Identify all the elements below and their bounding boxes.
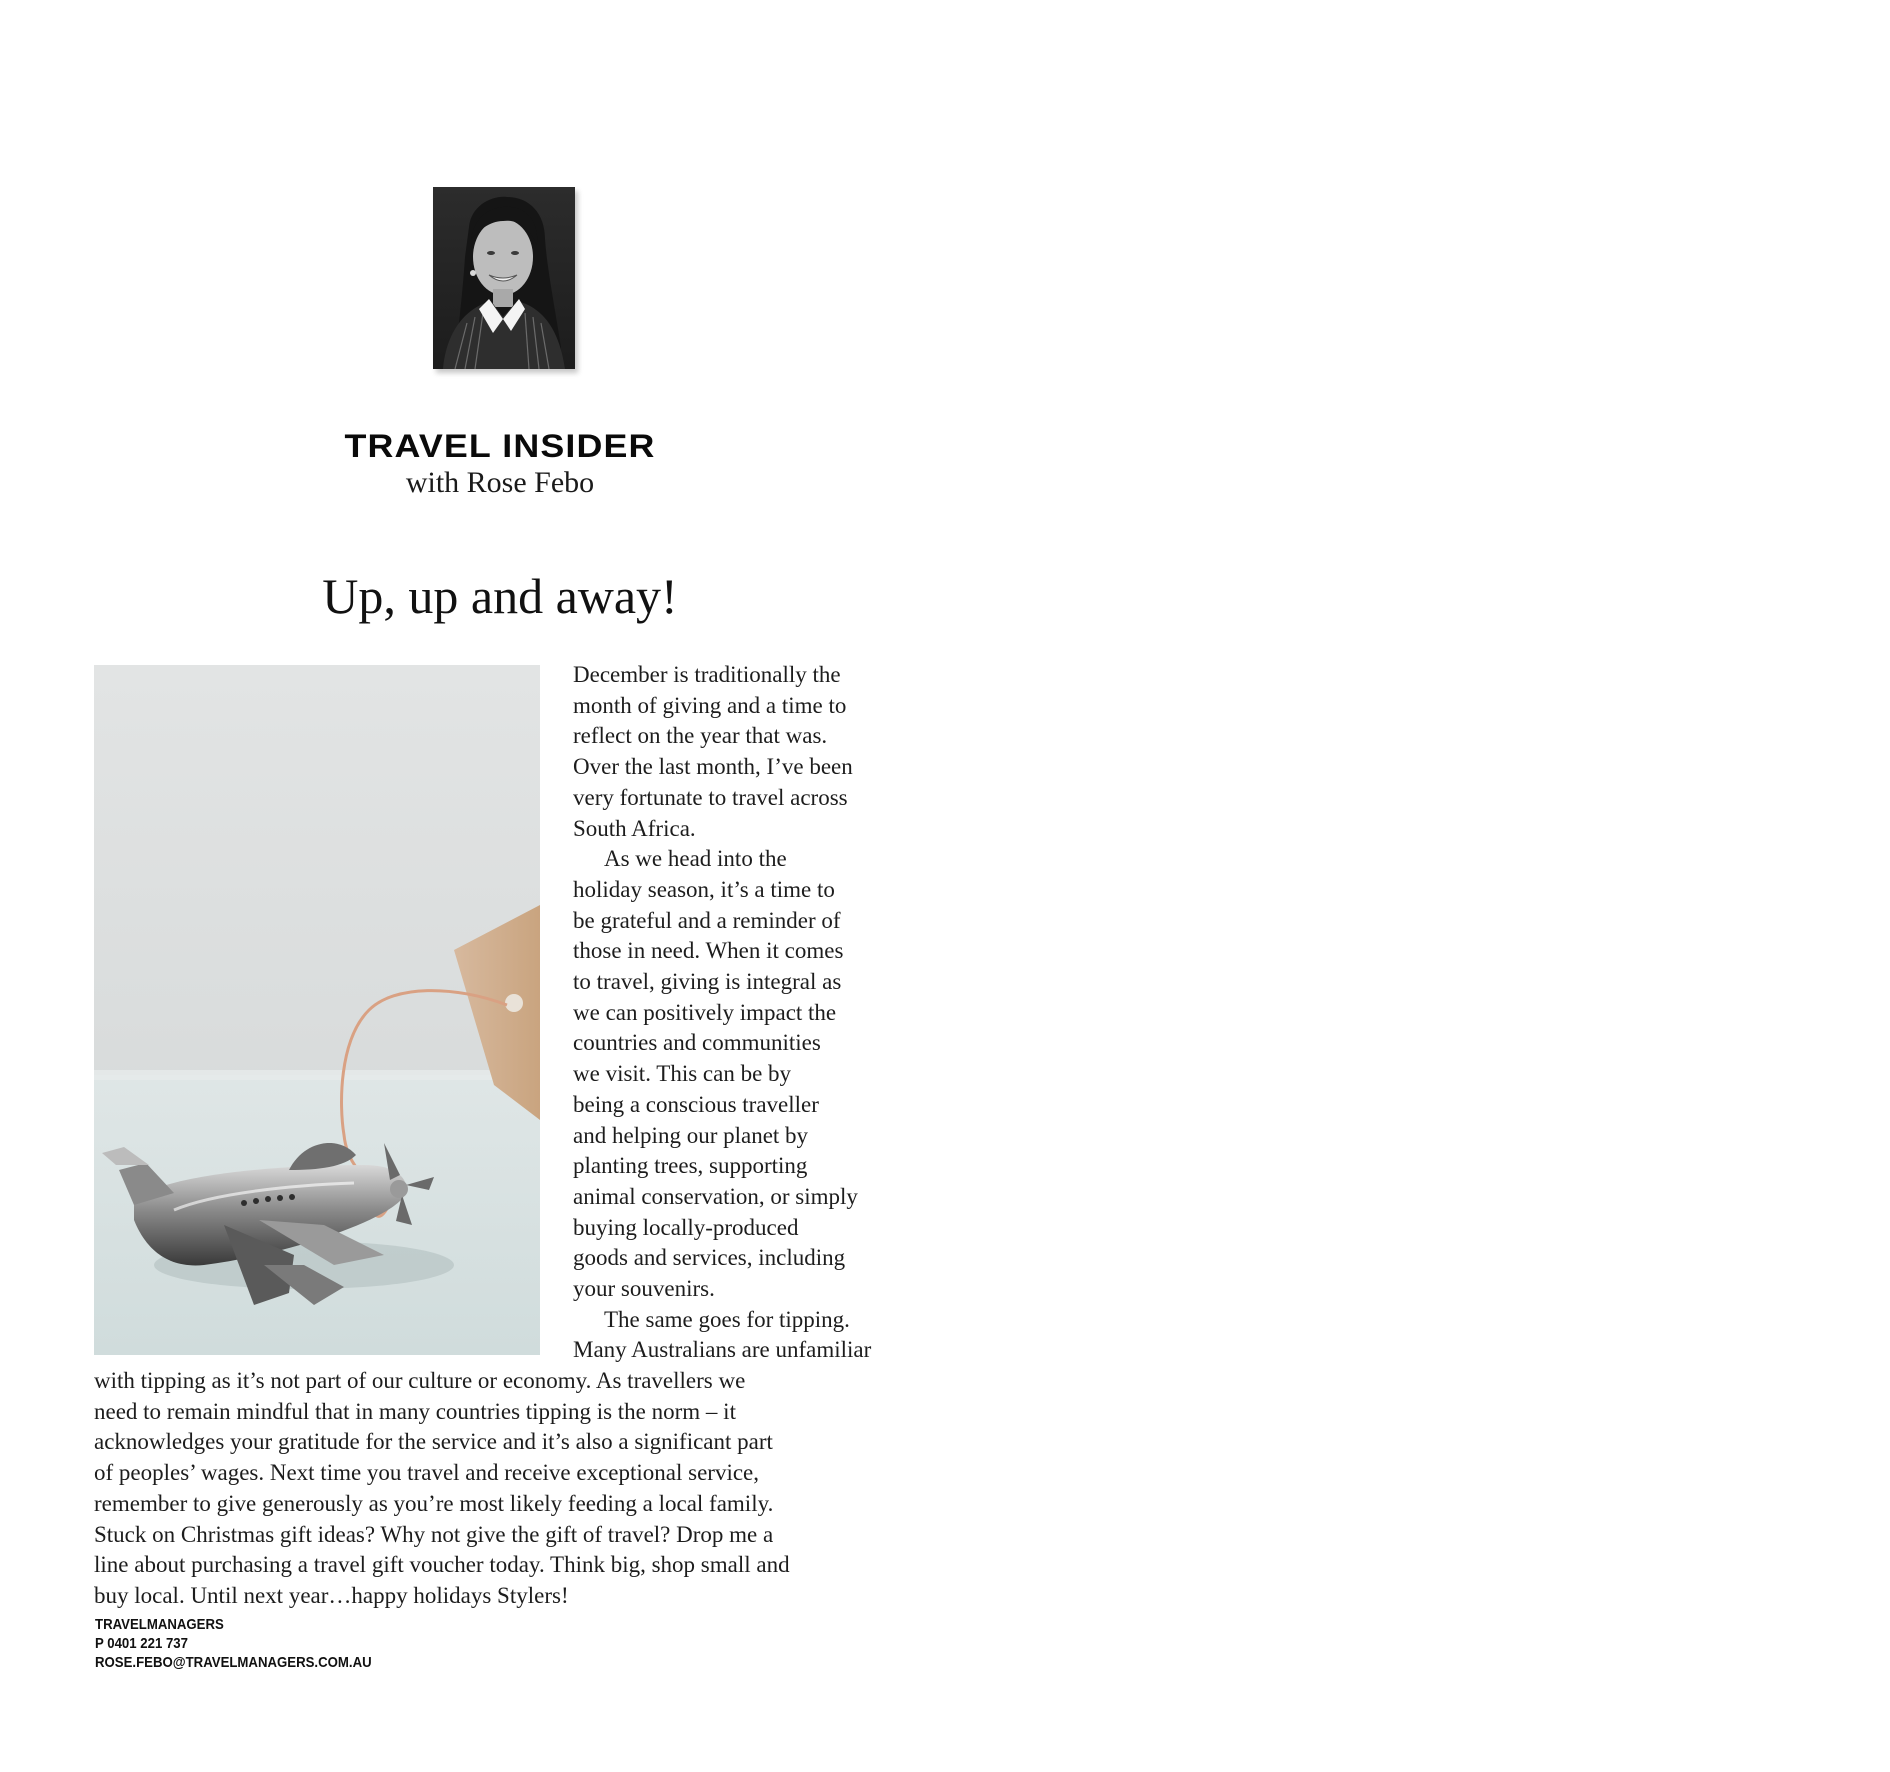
body-line: holiday season, it’s a time to [573,876,835,902]
author-portrait-image [433,187,575,369]
contact-phone: P 0401 221 737 [95,1635,188,1652]
body-line: South Africa. [573,815,696,841]
body-line: goods and services, including [573,1245,846,1271]
body-line: very fortunate to travel across [573,784,848,810]
body-line: As we head into the [604,846,787,872]
body-line: of peoples’ wages. Next time you travel and receive exceptional service, [94,1460,760,1486]
article-body-wrapped [573,660,933,1366]
body-line: need to remain mindful that in many countries tipping is the norm – it [94,1398,736,1424]
body-line: remember to give generously as you’re most likely feeding a local family. [94,1490,774,1516]
body-line: your souvenirs. [573,1276,715,1302]
author-portrait [433,187,575,369]
article-headline: Up, up and away! [322,568,678,624]
column-byline: with Rose Febo [405,466,595,499]
body-line: reflect on the year that was. [573,723,828,749]
body-line: Stuck on Christmas gift ideas? Why not give the gift of travel? Drop me a [94,1521,774,1547]
body-line: being a conscious traveller [573,1091,819,1117]
column-title: TRAVEL INSIDER [344,428,656,464]
body-line: to travel, giving is integral as [573,969,842,995]
body-line: The same goes for tipping. [604,1306,850,1332]
article-photo [94,665,540,1355]
body-line: we visit. This can be by [573,1061,792,1087]
contact-info [95,1615,372,1672]
body-line: December is traditionally the [573,662,841,687]
contact-company: TRAVELMANAGERS [95,1616,224,1633]
body-line: and helping our planet by [573,1122,809,1148]
body-line: with tipping as it’s not part of our culture or economy. As travellers we [94,1368,746,1393]
body-line: Many Australians are unfamiliar [573,1337,872,1363]
body-line: planting trees, supporting [573,1153,808,1179]
body-line: countries and communities [573,1030,821,1056]
body-line: Over the last month, I’ve been [573,754,853,780]
body-line: animal conservation, or simply [573,1183,858,1209]
body-line: be grateful and a reminder of [573,907,841,933]
body-line: buying locally-produced [573,1214,799,1240]
body-line: we can positively impact the [573,999,837,1025]
toy-airplane-image [94,665,540,1355]
body-line: line about purchasing a travel gift voucher today. Think big, shop small and [94,1552,790,1578]
body-line: acknowledges your gratitude for the service and it’s also a significant part [94,1429,773,1455]
contact-email: ROSE.FEBO@TRAVELMANAGERS.COM.AU [95,1654,372,1671]
body-line: buy local. Until next year…happy holidays Stylers! [94,1582,569,1608]
article-body-full [94,1366,924,1612]
body-line: those in need. When it comes [573,938,844,964]
body-line: month of giving and a time to [573,692,847,718]
